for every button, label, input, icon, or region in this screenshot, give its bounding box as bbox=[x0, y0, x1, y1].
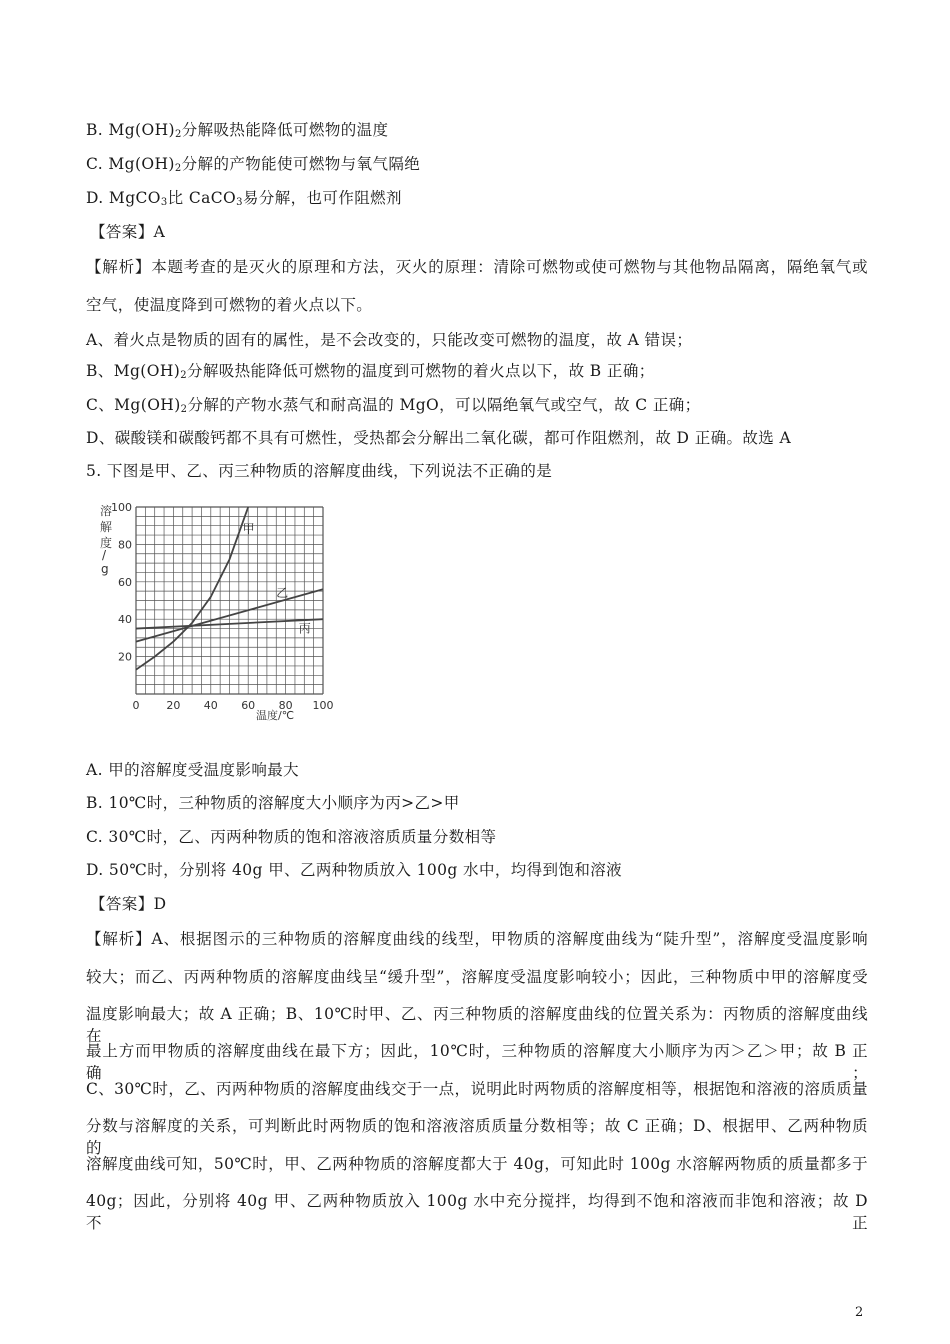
y-tick-label: 100 bbox=[111, 501, 132, 514]
x-tick-label: 100 bbox=[312, 699, 334, 712]
q5-analysis-line: 溶解度曲线可知，50℃时，甲、乙两种物质的溶解度都大于 40g，可知此时 100g 水溶解两物质的质量都多于 bbox=[86, 1155, 868, 1173]
q4-option-c: C. $Mg(OH)_2$分解的产物能使可燃物与氧气隔绝 bbox=[86, 155, 421, 174]
series-label: 丙 bbox=[298, 621, 311, 636]
series-label: 乙 bbox=[276, 585, 289, 600]
y-axis-label-char: 解 bbox=[100, 520, 113, 534]
q4-option-d: D. MgCO$_3$比 CaCO$_3$易分解，也可作阻燃剂 bbox=[86, 189, 402, 208]
y-axis-label-char: 度 bbox=[100, 536, 113, 550]
page-number: 2 bbox=[855, 1305, 864, 1320]
q5-analysis-line: 最上方而甲物质的溶解度曲线在最下方；因此，10℃时，三种物质的溶解度大小顺序为丙＞乙＞甲；故 B 正确； bbox=[86, 1042, 868, 1082]
y-axis-label-char: 溶 bbox=[100, 504, 113, 518]
q5-option-c: C. 30℃时，乙、丙两种物质的饱和溶液溶质质量分数相等 bbox=[86, 828, 497, 846]
q5-analysis-line: 较大；而乙、丙两种物质的溶解度曲线呈“缓升型”，溶解度受温度影响较小；因此，三种物质中甲的溶解度受 bbox=[86, 968, 868, 986]
q4-analysis-line: 空气，使温度降到可燃物的着火点以下。 bbox=[86, 296, 373, 314]
y-tick-label: 40 bbox=[118, 613, 132, 627]
x-tick-label: 20 bbox=[166, 699, 181, 712]
q5-answer: 【答案】D bbox=[90, 895, 167, 913]
q4-analysis-line: 【解析】本题考查的是灭火的原理和方法，灭火的原理：清除可燃物或使可燃物与其他物品隔离，隔绝氧气或 bbox=[86, 258, 868, 276]
solubility-chart bbox=[96, 495, 356, 735]
q5-option-d: D. 50℃时，分别将 40g 甲、乙两种物质放入 100g 水中，均得到饱和溶液 bbox=[86, 861, 623, 879]
q4-option-b: B. $Mg(OH)_2$分解吸热能降低可燃物的温度 bbox=[86, 121, 389, 140]
q5-analysis-line: 分数与溶解度的关系，可判断此时两物质的饱和溶液溶质质量分数相等；故 C 正确；D、根据甲、乙两种物质的 bbox=[86, 1117, 868, 1157]
q5-stem: 5. 下图是甲、乙、丙三种物质的溶解度曲线，下列说法不正确的是 bbox=[86, 462, 553, 480]
chart-ticks bbox=[111, 501, 334, 712]
y-tick-label: 60 bbox=[118, 575, 132, 589]
q5-option-b: B. 10℃时，三种物质的溶解度大小顺序为丙>乙>甲 bbox=[86, 794, 460, 812]
y-axis-label-char: g bbox=[101, 562, 109, 576]
q5-analysis-line: C、30℃时，乙、丙两种物质的溶解度曲线交于一点，说明此时两物质的溶解度相等，根据饱和溶液的溶质质量 bbox=[86, 1080, 868, 1098]
q4-analysis-b: B、$Mg(OH)_2$分解吸热能降低可燃物的温度到可燃物的着火点以下，故 B 正确； bbox=[86, 362, 655, 381]
q5-option-a: A. 甲的溶解度受温度影响最大 bbox=[86, 761, 300, 779]
q4-answer: 【答案】A bbox=[90, 223, 166, 241]
x-tick-label: 60 bbox=[241, 699, 256, 712]
x-tick-label: 0 bbox=[132, 699, 140, 712]
x-tick-label: 80 bbox=[278, 699, 293, 712]
y-tick-label: 20 bbox=[118, 650, 132, 664]
x-axis-label: 温度/℃ bbox=[256, 709, 295, 722]
series-label: 甲 bbox=[242, 522, 255, 537]
y-tick-label: 80 bbox=[118, 538, 132, 552]
y-axis-label-char: / bbox=[102, 548, 107, 562]
x-tick-label: 40 bbox=[203, 699, 218, 712]
q5-analysis-line: 温度影响最大；故 A 正确；B、10℃时甲、乙、丙三种物质的溶解度曲线的位置关系为：丙物质的溶解度曲线在 bbox=[86, 1005, 868, 1045]
q5-analysis-line: 【解析】A、根据图示的三种物质的溶解度曲线的线型，甲物质的溶解度曲线为“陡升型”，溶解度受温度影响 bbox=[86, 930, 868, 948]
chart-grid bbox=[136, 507, 323, 694]
q4-analysis-c: C、$Mg(OH)_2$分解的产物水蒸气和耐高温的 MgO，可以隔绝氧气或空气，故 C 正确； bbox=[86, 396, 701, 415]
chart-labels bbox=[243, 522, 311, 635]
q4-analysis-a: A、着火点是物质的固有的属性，是不会改变的，只能改变可燃物的温度，故 A 错误； bbox=[86, 331, 693, 349]
q4-analysis-d: D、碳酸镁和碳酸钙都不具有可燃性，受热都会分解出二氧化碳，都可作阻燃剂，故 D 正确。故选 A bbox=[86, 429, 792, 447]
q5-analysis-line: 40g；因此，分别将 40g 甲、乙两种物质放入 100g 水中充分搅拌，均得到不饱和溶液而非饱和溶液；故 D 不正 bbox=[86, 1192, 868, 1232]
